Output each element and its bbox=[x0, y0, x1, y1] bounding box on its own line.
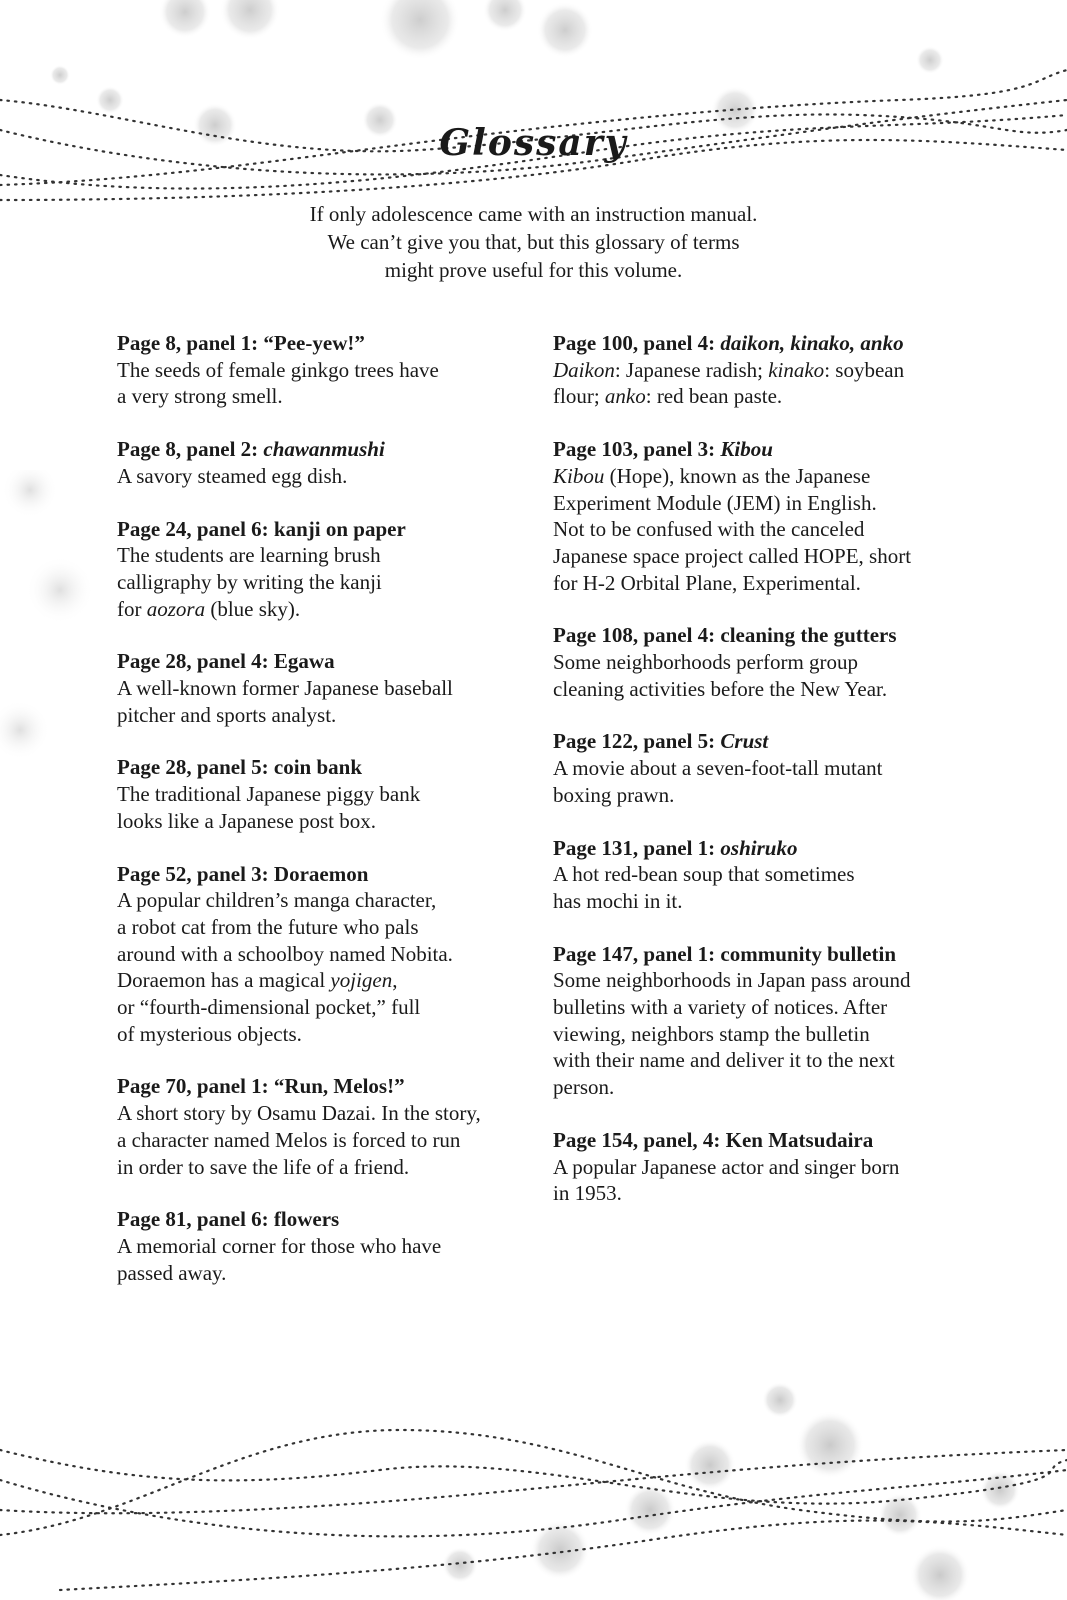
glossary-entry bbox=[117, 330, 547, 410]
entry-text: passed away. bbox=[117, 1260, 227, 1285]
entry-heading: Page 24, panel 6: kanji on paper bbox=[117, 516, 406, 541]
side-decoration bbox=[0, 470, 110, 810]
halftone-circle bbox=[624, 1484, 676, 1536]
italic-term: Kibou bbox=[553, 463, 605, 488]
entry-heading-term: chawanmushi bbox=[263, 437, 385, 462]
italic-term: anko bbox=[604, 384, 646, 409]
entry-text: person. bbox=[553, 1075, 615, 1100]
entry-heading bbox=[553, 436, 973, 463]
entry-text: a very strong smell. bbox=[117, 384, 283, 409]
text-span: : soybean bbox=[824, 357, 905, 382]
intro-line: might prove useful for this volume. bbox=[384, 258, 683, 282]
glossary-right-column bbox=[553, 330, 973, 1233]
halftone-circle bbox=[916, 46, 944, 74]
entry-text: a robot cat from the future who pals bbox=[117, 914, 419, 939]
italic-term: yojigen bbox=[330, 968, 393, 993]
entry-heading bbox=[117, 436, 547, 463]
glossary-entry bbox=[553, 941, 973, 1101]
italic-term: kinako bbox=[768, 357, 825, 382]
entry-text: A memorial corner for those who have bbox=[117, 1233, 442, 1258]
entry-heading-term: Kibou bbox=[720, 437, 773, 462]
entry-text: of mysterious objects. bbox=[117, 1021, 302, 1046]
text-span: flour; bbox=[553, 384, 605, 409]
halftone-circle bbox=[483, 0, 527, 32]
entry-text: The students are learning brush bbox=[117, 543, 381, 568]
halftone-circle bbox=[159, 0, 211, 38]
entry-text: Not to be confused with the canceled bbox=[553, 517, 865, 542]
text-span: : Japanese radish; bbox=[614, 357, 769, 382]
entry-heading bbox=[553, 330, 973, 357]
entry-heading-prefix: Page 122, panel 5: bbox=[553, 729, 721, 754]
entry-heading: Page 147, panel 1: community bulletin bbox=[553, 941, 897, 966]
text-span: : red bean paste. bbox=[645, 384, 783, 409]
entry-heading-term: Crust bbox=[720, 729, 769, 754]
entry-heading bbox=[553, 728, 973, 755]
entry-text: A well-known former Japanese baseball bbox=[117, 676, 453, 701]
halftone-circle bbox=[220, 0, 280, 40]
text-span: Doraemon has a magical bbox=[117, 968, 331, 993]
entry-heading: Page 81, panel 6: flowers bbox=[117, 1207, 340, 1232]
intro-text bbox=[0, 200, 1067, 284]
glossary-left-column bbox=[117, 330, 547, 1312]
entry-text: boxing prawn. bbox=[553, 782, 675, 807]
entry-text: with their name and deliver it to the next bbox=[553, 1048, 895, 1073]
text-span: (blue sky). bbox=[205, 596, 301, 621]
entry-heading: Page 108, panel 4: cleaning the gutters bbox=[553, 623, 897, 648]
glossary-entry bbox=[117, 754, 547, 834]
halftone-circle bbox=[910, 1545, 970, 1600]
halftone-circle bbox=[380, 0, 460, 60]
entry-heading: Page 52, panel 3: Doraemon bbox=[117, 861, 369, 886]
entry-heading-term: daikon, kinako, anko bbox=[720, 331, 904, 355]
entry-text: or “fourth-dimensional pocket,” full bbox=[117, 995, 421, 1020]
glossary-entry bbox=[553, 330, 973, 410]
entry-heading-prefix: Page 100, panel 4: bbox=[553, 331, 721, 355]
glossary-entry bbox=[117, 1073, 547, 1180]
entry-text: looks like a Japanese post box. bbox=[117, 808, 376, 833]
entry-heading-prefix: Page 8, panel 2: bbox=[117, 437, 264, 462]
entry-heading: Page 70, panel 1: “Run, Melos!” bbox=[117, 1074, 405, 1099]
halftone-circle bbox=[96, 86, 124, 114]
entry-text bbox=[117, 596, 547, 623]
halftone-circle bbox=[0, 700, 50, 760]
halftone-circle bbox=[530, 1520, 590, 1580]
halftone-circle bbox=[537, 2, 593, 58]
entry-text: A hot red-bean soup that sometimes bbox=[553, 862, 855, 887]
text-span: for bbox=[117, 596, 147, 621]
entry-text: cleaning activities before the New Year. bbox=[553, 676, 888, 701]
entry-text: in order to save the life of a friend. bbox=[117, 1154, 410, 1179]
italic-term: aozora bbox=[146, 596, 206, 621]
entry-text: A movie about a seven-foot-tall mutant bbox=[553, 756, 883, 781]
entry-text: Some neighborhoods perform group bbox=[553, 650, 859, 675]
entry-text: Experiment Module (JEM) in English. bbox=[553, 490, 877, 515]
entry-text: a character named Melos is forced to run bbox=[117, 1127, 461, 1152]
entry-heading: Page 28, panel 5: coin bank bbox=[117, 755, 363, 780]
italic-term: Daikon bbox=[553, 357, 615, 382]
entry-text: bulletins with a variety of notices. After bbox=[553, 995, 888, 1020]
glossary-entry bbox=[553, 622, 973, 702]
glossary-entry bbox=[553, 835, 973, 915]
entry-text: A popular Japanese actor and singer born bbox=[553, 1154, 900, 1179]
entry-heading: Page 154, panel, 4: Ken Matsudaira bbox=[553, 1127, 874, 1152]
halftone-circle bbox=[762, 1382, 798, 1418]
entry-text bbox=[553, 463, 973, 490]
glossary-entry bbox=[117, 861, 547, 1048]
halftone-circle bbox=[50, 65, 70, 85]
entry-text: for H-2 Orbital Plane, Experimental. bbox=[553, 570, 861, 595]
glossary-entry bbox=[553, 1127, 973, 1207]
entry-heading bbox=[553, 835, 973, 862]
entry-text: in 1953. bbox=[553, 1181, 622, 1206]
entry-text: has mochi in it. bbox=[553, 888, 683, 913]
entry-text: The seeds of female ginkgo trees have bbox=[117, 357, 439, 382]
entry-text: Some neighborhoods in Japan pass around bbox=[553, 968, 911, 993]
halftone-circle bbox=[796, 1411, 864, 1479]
entry-heading-prefix: Page 131, panel 1: bbox=[553, 835, 721, 860]
entry-text: A short story by Osamu Dazai. In the story, bbox=[117, 1101, 481, 1126]
glossary-entry bbox=[117, 436, 547, 489]
glossary-entry bbox=[553, 728, 973, 808]
entry-text bbox=[117, 967, 547, 994]
entry-heading: Page 28, panel 4: Egawa bbox=[117, 649, 335, 674]
text-span: (Hope), known as the Japanese bbox=[604, 463, 871, 488]
entry-text: around with a schoolboy named Nobita. bbox=[117, 941, 453, 966]
page-title: Glossary bbox=[439, 122, 628, 164]
entry-text: calligraphy by writing the kanji bbox=[117, 569, 382, 594]
entry-heading-prefix: Page 103, panel 3: bbox=[553, 437, 721, 462]
halftone-circle bbox=[878, 1493, 922, 1537]
entry-heading-term: oshiruko bbox=[720, 835, 798, 860]
text-span: , bbox=[392, 968, 398, 993]
top-decoration bbox=[0, 0, 1067, 215]
glossary-entry bbox=[117, 1206, 547, 1286]
halftone-circle bbox=[442, 1547, 478, 1583]
bottom-decoration bbox=[0, 1370, 1067, 1600]
halftone-circle bbox=[684, 1439, 736, 1491]
glossary-entry bbox=[117, 648, 547, 728]
entry-text: A popular children’s manga character, bbox=[117, 888, 437, 913]
intro-line: If only adolescence came with an instruction manual. bbox=[309, 202, 758, 226]
glossary-entry bbox=[553, 436, 973, 596]
entry-text: pitcher and sports analyst. bbox=[117, 702, 337, 727]
intro-line: We can’t give you that, but this glossary of terms bbox=[327, 230, 740, 254]
entry-text: A savory steamed egg dish. bbox=[117, 463, 348, 488]
entry-text: Japanese space project called HOPE, short bbox=[553, 543, 912, 568]
entry-heading: Page 8, panel 1: “Pee-yew!” bbox=[117, 331, 365, 355]
entry-text: The traditional Japanese piggy bank bbox=[117, 782, 421, 807]
halftone-circle bbox=[26, 556, 94, 624]
entry-text bbox=[553, 357, 973, 384]
glossary-entry bbox=[117, 516, 547, 623]
entry-text: viewing, neighbors stamp the bulletin bbox=[553, 1021, 870, 1046]
halftone-circle bbox=[2, 470, 58, 518]
entry-text bbox=[553, 383, 973, 410]
